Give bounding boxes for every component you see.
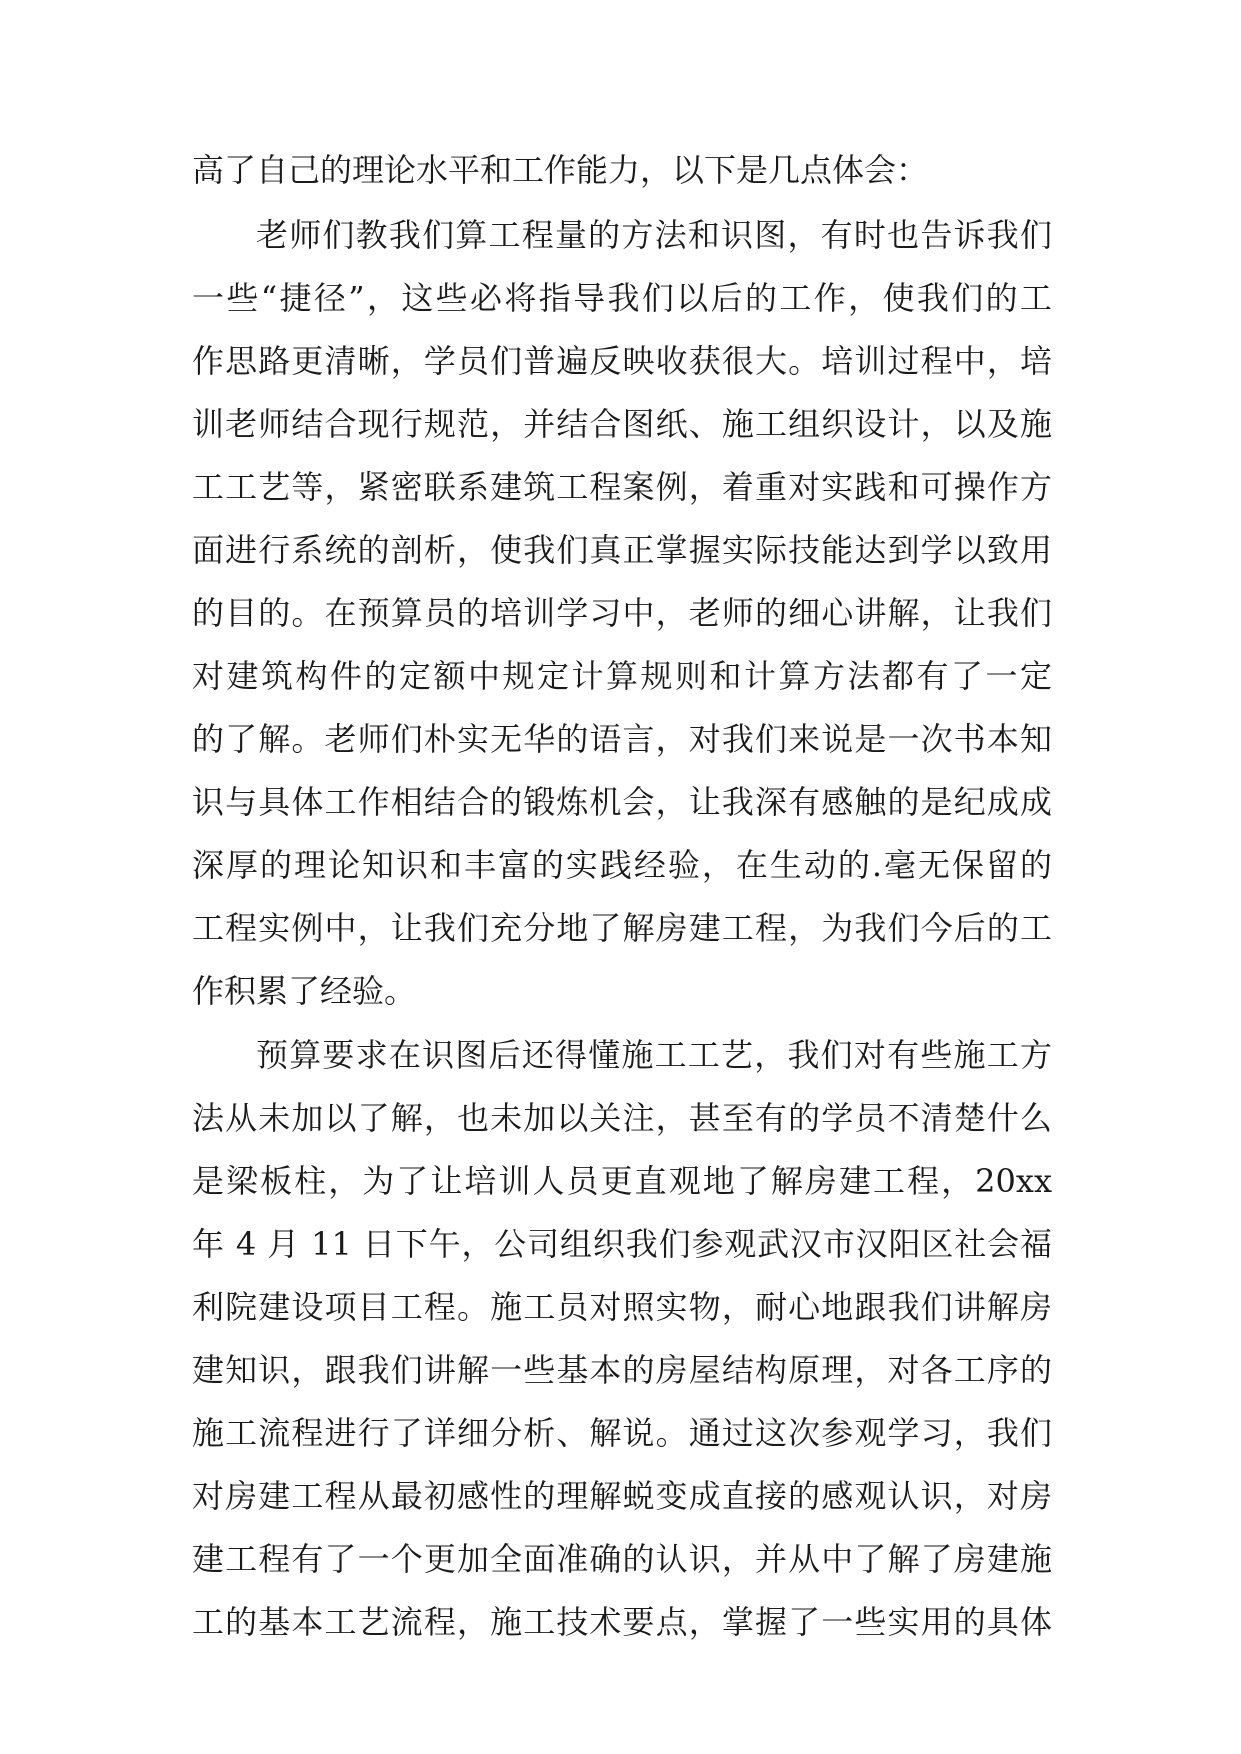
paragraph-line: 训老师结合现行规范，并结合图纸、施工组织设计，以及施 [192,405,1052,443]
paragraph-line: 深厚的理论知识和丰富的实践经验，在生动的.毫无保留的 [192,846,1052,884]
paragraph-line: 一些“捷径”，这些必将指导我们以后的工作，使我们的工 [192,279,1052,317]
paragraph-line: 建知识，跟我们讲解一些基本的房屋结构原理，对各工序的 [192,1351,1052,1389]
paragraph-line: 利院建设项目工程。施工员对照实物，耐心地跟我们讲解房 [192,1288,1052,1326]
paragraph-line: 施工流程进行了详细分析、解说。通过这次参观学习，我们 [192,1414,1052,1452]
paragraph-line: 工工艺等，紧密联系建筑工程案例，着重对实践和可操作方 [192,468,1052,506]
paragraph-line: 工程实例中，让我们充分地了解房建工程，为我们今后的工 [192,909,1052,947]
paragraph-line: 法从未加以了解，也未加以关注，甚至有的学员不清楚什么 [192,1099,1052,1137]
paragraph-line: 识与具体工作相结合的锻炼机会，让我深有感触的是纪成成 [192,783,1052,821]
paragraph-line: 作积累了经验。 [192,972,417,1010]
paragraph-line: 年 4 月 11 日下午，公司组织我们参观武汉市汉阳区社会福 [192,1225,1052,1263]
paragraph-line: 预算要求在识图后还得懂施工工艺，我们对有些施工方 [256,1036,1052,1074]
paragraph-line: 面进行系统的剖析，使我们真正掌握实际技能达到学以致用 [192,531,1052,569]
paragraph-line: 是梁板柱，为了让培训人员更直观地了解房建工程，20xx [192,1162,1052,1200]
paragraph-line: 对建筑构件的定额中规定计算规则和计算方法都有了一定 [192,657,1052,695]
paragraph-line: 的目的。在预算员的培训学习中，老师的细心讲解，让我们 [192,594,1052,632]
paragraph-line: 老师们教我们算工程量的方法和识图，有时也告诉我们 [256,216,1052,254]
paragraph-line: 的了解。老师们朴实无华的语言，对我们来说是一次书本知 [192,720,1052,758]
paragraph-line: 对房建工程从最初感性的理解蜕变成直接的感观认识，对房 [192,1477,1052,1515]
paragraph-line: 高了自己的理论水平和工作能力，以下是几点体会： [192,151,929,189]
paragraph-line: 建工程有了一个更加全面准确的认识，并从中了解了房建施 [192,1540,1052,1578]
paragraph-line: 作思路更清晰，学员们普遍反映收获很大。培训过程中，培 [192,342,1052,380]
paragraph-line: 工的基本工艺流程，施工技术要点，掌握了一些实用的具体 [192,1603,1052,1641]
